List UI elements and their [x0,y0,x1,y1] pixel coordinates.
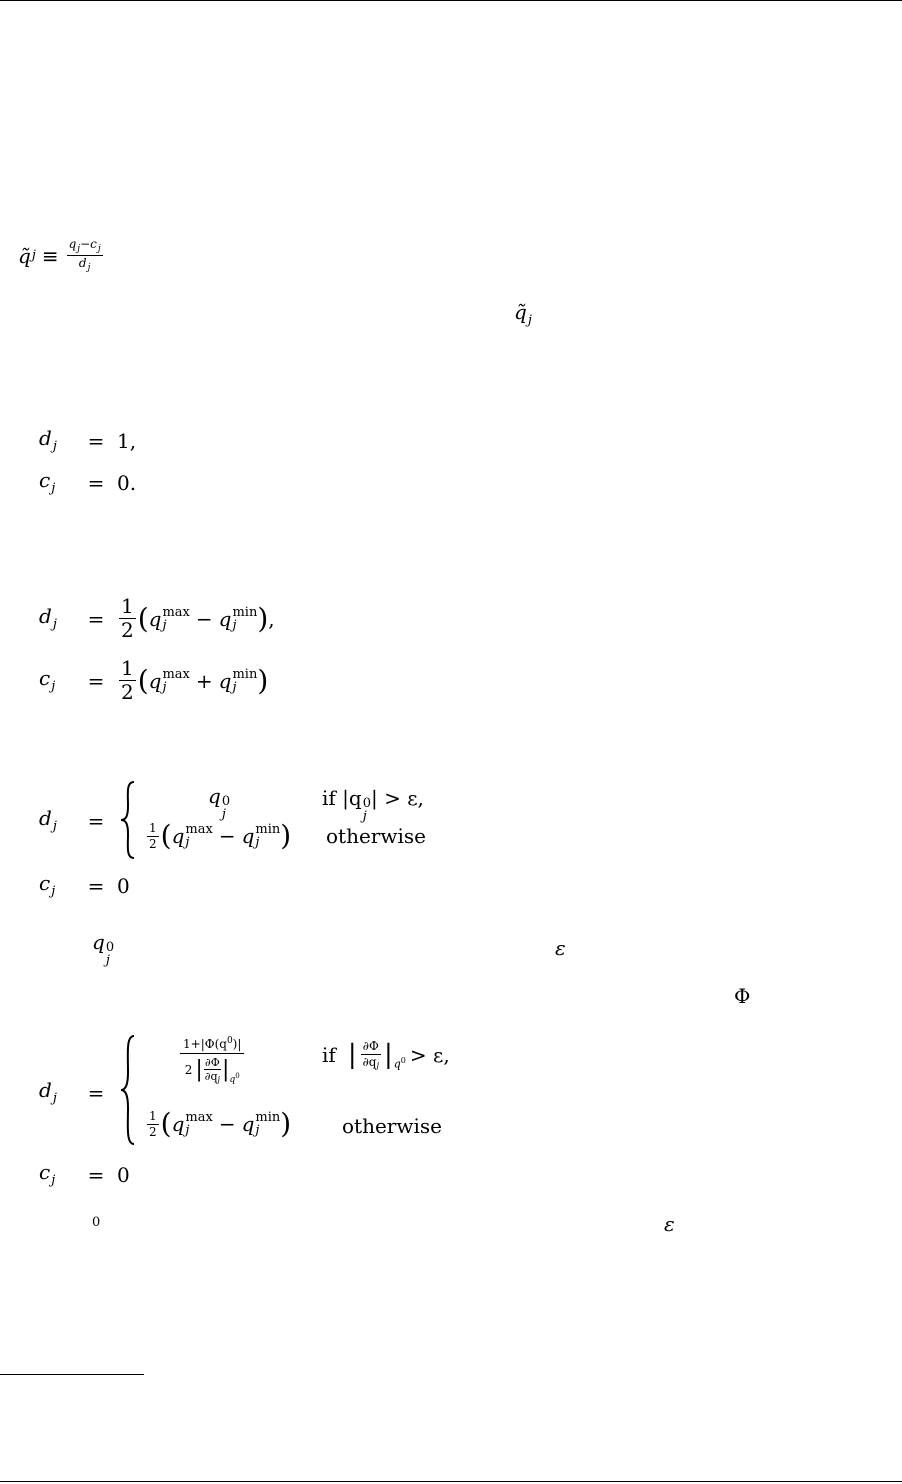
case4-row1-condition: if | $\frac{\partial\Phi}{\partial qj}$ | $q^0$ > ε, [322,1039,450,1071]
case1-c-equation: $c_j$ = 0. [39,468,137,496]
inline-epsilon-2: ε [664,1212,675,1236]
inline-qtilde: $q̃_j$ [514,300,532,328]
case2-c-equation: $c_j$ = $\frac{1}{2}$ ( q max j + q min j ) [39,656,269,704]
definition-fraction: $\frac{q_j-c_j}{d_j}$ [68,237,101,274]
footnote-rule [0,1374,144,1375]
inline-q0: q 0 j [92,930,115,968]
case3-row2-value: $\frac{1}{2}$ ( q max j − q min j ) [149,819,292,853]
case4-d-lhs: $d_j$ = [39,1078,105,1106]
inline-zero: 0 [92,1215,101,1230]
top-rule [0,0,902,1]
case4-row1-fraction: $1+|\Phi(q^0)|$ 2 | ∂Φ ∂qj | $q^0$ [180,1036,244,1084]
inline-phi: Φ [734,984,751,1008]
case3-brace [118,780,138,860]
case2-d-equation: $d_j$ = $\frac{1}{2}$ ( q max j − q min j ) , [39,594,275,642]
case4-brace [118,1034,138,1146]
inline-epsilon-1: ε [555,936,566,960]
case3-row2-otherwise: otherwise [326,824,426,848]
bottom-rule [0,1481,902,1482]
case4-row2-otherwise: otherwise [342,1114,442,1138]
normalized-variable-definition: q̃ j ≡ $\frac{q_j-c_j}{d_j}$ [18,237,101,274]
case1-d-equation: $d_j$ = 1, [39,426,137,454]
case3-row1-value: q 0 j [208,784,231,822]
case4-c-equation: $c_j$ = 0 [39,1160,130,1188]
case3-row1-condition: if |q 0 j | > ε, [322,786,424,824]
case4-row2-value: $\frac{1}{2}$ ( q max j − q min j ) [149,1107,292,1141]
case3-c-equation: $c_j$ = 0 [39,871,130,899]
case3-d-lhs: $d_j$ = [39,806,105,834]
